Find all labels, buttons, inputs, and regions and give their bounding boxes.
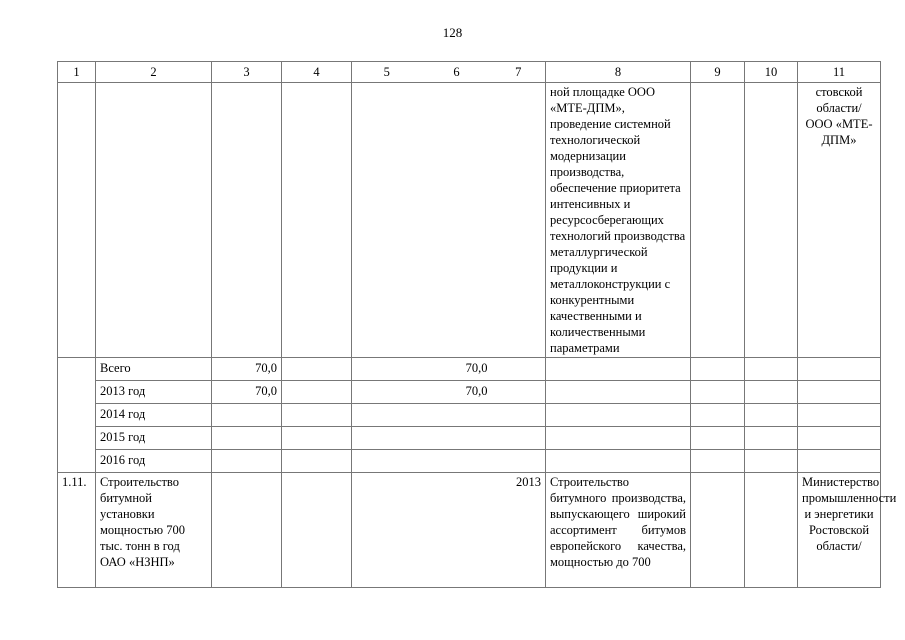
header-cell: 4 (282, 62, 352, 83)
header-cell: 9 (691, 62, 745, 83)
header-row (58, 62, 881, 83)
funding-row-2014 (58, 404, 881, 427)
item-row-1-11 (58, 473, 881, 588)
funding-col3: 70,0 (212, 381, 282, 404)
responsible-continuation: стовской области/ ООО «МТЕ-ДПМ» (798, 83, 881, 358)
header-cell: 2 (96, 62, 212, 83)
funding-label: 2014 год (96, 404, 212, 427)
item-year: 2013 (492, 473, 546, 588)
funding-col6 (422, 404, 492, 427)
funding-col3 (212, 450, 282, 473)
funding-row-2013 (58, 381, 881, 404)
funding-row-2015 (58, 427, 881, 450)
funding-row-2016 (58, 450, 881, 473)
header-cell: 6 (422, 62, 492, 83)
funding-col3 (212, 404, 282, 427)
funding-label: 2016 год (96, 450, 212, 473)
funding-col6: 70,0 (422, 358, 492, 381)
funding-col6 (422, 427, 492, 450)
item-number: 1.11. (58, 473, 96, 588)
item-name: Строительство битумной установки мощностью 700 тыс. тонн в год ОАО «НЗНП» (96, 473, 212, 588)
header-cell: 5 (352, 62, 422, 83)
funding-row-total (58, 358, 881, 381)
program-table (57, 61, 897, 588)
funding-col6: 70,0 (422, 381, 492, 404)
funding-label: 2013 год (96, 381, 212, 404)
funding-col3: 70,0 (212, 358, 282, 381)
item-description: Строительство битумного производства, выпускающего широкий ассортимент битумов европейского качества, мощностью до 700 (546, 473, 691, 588)
header-cell: 1 (58, 62, 96, 83)
item-responsible: Министерство промышленности и энергетики Ростовской области/ (798, 473, 881, 588)
description-continuation: ной площадке ООО «МТЕ-ДПМ», проведение системной технологической модернизации производства, обеспечение приоритета интенсивных и ресурсосберегающих технологий производства металлургической продукции и металлоконструкции с конкурентными качественными и количественными параметрами (546, 83, 691, 358)
funding-col6 (422, 450, 492, 473)
header-cell: 7 (492, 62, 546, 83)
funding-col3 (212, 427, 282, 450)
header-cell: 3 (212, 62, 282, 83)
continuation-row (58, 83, 881, 358)
funding-label: 2015 год (96, 427, 212, 450)
header-cell: 11 (798, 62, 881, 83)
page-number: 128 (442, 25, 463, 40)
header-cell: 8 (546, 62, 691, 83)
header-cell: 10 (745, 62, 798, 83)
funding-label: Всего (96, 358, 212, 381)
